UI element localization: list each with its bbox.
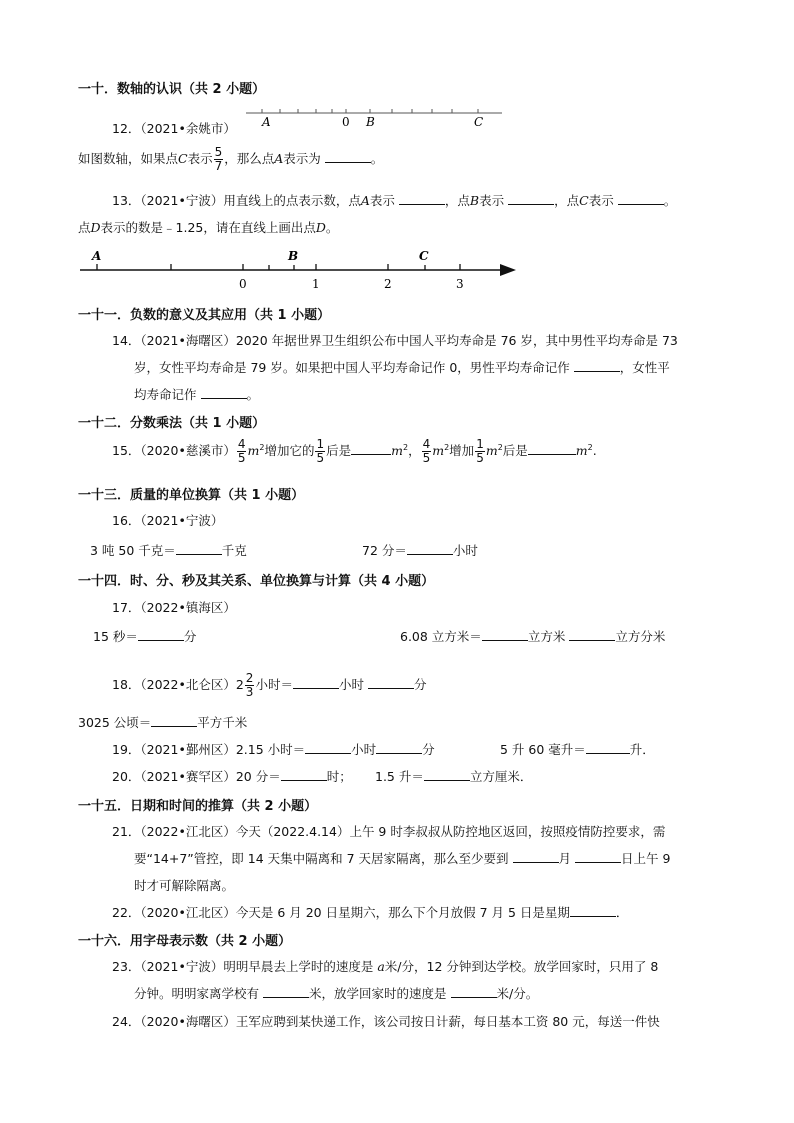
q21-line1: 21．（2022•江北区）今天（2022.4.14）上午 9 时李叔叔从防控地区返回，按照疫情防控要求，需 [112, 824, 666, 839]
q18-line2: 3025 公顷＝ 平方千米 [78, 715, 248, 730]
q21-line3: 时才可解除隔离。 [134, 878, 235, 893]
answer-blank[interactable] [293, 676, 339, 689]
q15-question: 15．（2020•慈溪市） $\frac{4}{5}$ $m^2$增加它的 $\frac{1}{5}$ 后是 $m^2$， $\frac{4}{5}$ $m^2$增加 $\frac{1}{5}$ $m^2$后是 $m^2$. [112, 437, 597, 465]
q12-head: 12．（2021•余姚市） [112, 121, 236, 136]
answer-blank[interactable] [513, 850, 559, 863]
answer-blank[interactable] [281, 768, 327, 781]
fraction: $\frac{2}{3}$ [245, 671, 254, 699]
answer-blank[interactable] [528, 442, 576, 455]
section-title-date-time: 一十五．日期和时间的推算（共 2 小题） [78, 799, 318, 814]
answer-blank[interactable] [325, 150, 371, 163]
fraction: $\frac{5}{7}$ [214, 145, 223, 173]
q13-axis-label-a: A [92, 249, 102, 263]
q16-part-b: 72 分＝ 小时 [362, 543, 478, 558]
answer-blank[interactable] [407, 542, 453, 555]
q16-part-a: 3 吨 50 千克＝ 千克 [90, 543, 247, 558]
q17-part-b: 6.08 立方米＝ 立方米 立方分米 [400, 629, 666, 644]
section-title-letters-as-numbers: 一十六．用字母表示数（共 2 小题） [78, 934, 292, 949]
answer-blank[interactable] [586, 741, 630, 754]
q13-tick-0: 0 [239, 277, 247, 291]
q12-axis-label-a: A [262, 115, 271, 129]
fraction: $\frac{4}{5}$ [422, 437, 431, 465]
answer-blank[interactable] [305, 741, 351, 754]
q17-head: 17．（2022•镇海区） [112, 600, 236, 615]
answer-blank[interactable] [482, 628, 528, 641]
answer-blank[interactable] [399, 192, 445, 205]
q12-number-line [242, 106, 506, 130]
q13-tick-3: 3 [456, 277, 464, 291]
section-title-number-line: 一十．数轴的认识（共 2 小题） [78, 82, 266, 97]
q13-number-line[interactable] [76, 244, 520, 292]
answer-blank[interactable] [575, 850, 621, 863]
answer-blank[interactable] [151, 714, 197, 727]
answer-blank[interactable] [618, 192, 664, 205]
q13-tick-2: 2 [384, 277, 392, 291]
fraction: $\frac{1}{5}$ [316, 437, 325, 465]
q20-part-a: 20．（2021•赛罕区）20 分＝ 时； [112, 769, 352, 784]
q20-part-b: 1.5 升＝ 立方厘米． [375, 769, 533, 784]
q13-axis-label-b: B [288, 249, 299, 263]
q18-line1: 18．（2022•北仑区）2 $\frac{2}{3}$ 小时＝ 小时 分 [112, 671, 427, 699]
answer-blank[interactable] [368, 676, 414, 689]
answer-blank[interactable] [570, 904, 616, 917]
answer-blank[interactable] [201, 386, 247, 399]
q13-line2: 点D表示的数是﹣1.25，请在直线上画出点D。 [78, 220, 339, 235]
q12-axis-label-zero: 0 [342, 115, 350, 129]
answer-blank[interactable] [376, 741, 422, 754]
answer-blank[interactable] [176, 542, 222, 555]
q14-line1: 14．（2021•海曙区）2020 年据世界卫生组织公布中国人平均寿命是 76 岁，其中男性平均寿命是 73 [112, 333, 678, 348]
q14-line2: 岁，女性平均寿命是 79 岁。如果把中国人平均寿命记作 0，男性平均寿命记作 ，女性平 [134, 360, 670, 375]
q21-line2: 要“14+7”管控，即 14 天集中隔离和 7 天居家隔离，那么至少要到 月 日上午 9 [134, 851, 671, 866]
answer-blank[interactable] [451, 985, 497, 998]
q24-line1: 24．（2020•海曙区）王军应聘到某快递工作，该公司按日计薪，每日基本工资 80 元，每送一件快 [112, 1014, 660, 1029]
q19-part-a: 19．（2021•鄞州区）2.15 小时＝ 小时 分 [112, 742, 435, 757]
section-title-time-units: 一十四．时、分、秒及其关系、单位换算与计算（共 4 小题） [78, 574, 435, 589]
q23-line2: 分钟。明明家离学校有 米，放学回家时的速度是 米/分。 [134, 986, 539, 1001]
q12-question: 如图数轴，如果点C表示 $\frac{5}{7}$ ，那么点A表示为 。 [78, 145, 384, 173]
answer-blank[interactable] [351, 442, 391, 455]
answer-blank[interactable] [574, 359, 620, 372]
q22-question: 22．（2020•江北区）今天是 6 月 20 日星期六，那么下个月放假 7 月 5 日是星期 ． [112, 905, 629, 920]
q23-line1: 23．（2021•宁波）明明早晨去上学时的速度是 a米/分，12 分钟到达学校。放学回家时，只用了 8 [112, 959, 659, 974]
q13-axis-label-c: C [419, 249, 429, 263]
fraction: $\frac{1}{5}$ [476, 437, 484, 465]
q14-line3: 均寿命记作 。 [134, 387, 260, 402]
q12-axis-label-c: C [474, 115, 484, 129]
answer-blank[interactable] [424, 768, 470, 781]
q17-part-a: 15 秒＝ 分 [93, 629, 197, 644]
section-title-negative-numbers: 一十一．负数的意义及其应用（共 1 小题） [78, 308, 331, 323]
answer-blank[interactable] [138, 628, 184, 641]
q12-axis-label-b: B [366, 115, 375, 129]
answer-blank[interactable] [263, 985, 309, 998]
section-title-fraction-multiplication: 一十二．分数乘法（共 1 小题） [78, 416, 266, 431]
q13-line1: 13．（2021•宁波）用直线上的点表示数，点A表示 ，点B表示 ，点C表示 。 [112, 193, 677, 208]
answer-blank[interactable] [508, 192, 554, 205]
section-title-mass-units: 一十三．质量的单位换算（共 1 小题） [78, 488, 305, 503]
q19-part-b: 5 升 60 毫升＝ 升． [500, 742, 655, 757]
fraction: $\frac{4}{5}$ [237, 437, 246, 465]
q16-head: 16．（2021•宁波） [112, 513, 224, 528]
answer-blank[interactable] [569, 628, 615, 641]
q13-tick-1: 1 [312, 277, 320, 291]
